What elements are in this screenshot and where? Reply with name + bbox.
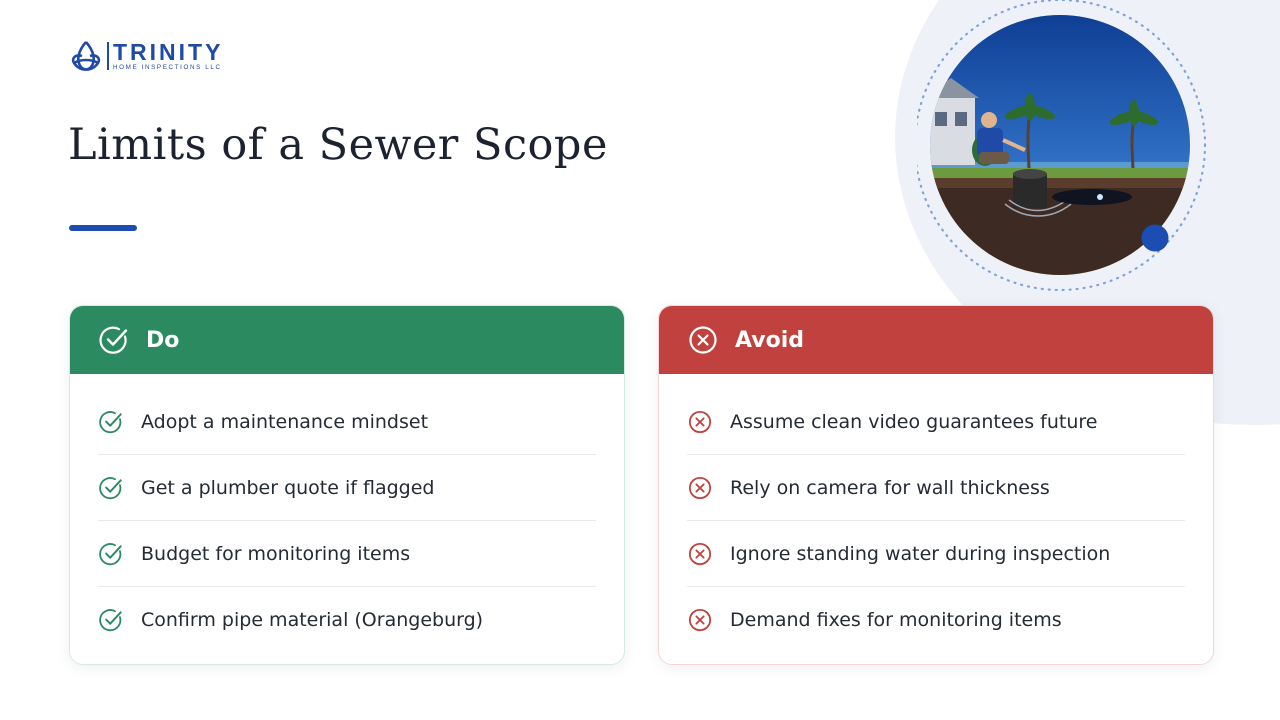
trinity-knot-icon xyxy=(68,39,104,73)
do-card xyxy=(69,305,625,665)
do-item-text: Budget for monitoring items xyxy=(141,542,411,565)
avoid-item-text: Rely on camera for wall thickness xyxy=(730,476,1050,499)
page-title: Limits of a Sewer Scope xyxy=(68,120,608,170)
avoid-item-text: Demand fixes for monitoring items xyxy=(730,608,1062,631)
check-circle-icon xyxy=(98,475,124,501)
list-item xyxy=(687,389,1185,455)
check-circle-icon xyxy=(98,324,130,356)
logo-tagline: HOME INSPECTIONS LLC xyxy=(113,63,222,71)
do-item-text: Adopt a maintenance mindset xyxy=(141,410,429,433)
list-item xyxy=(98,455,596,521)
avoid-list xyxy=(659,389,1213,652)
avoid-item-text: Ignore standing water during inspection xyxy=(730,542,1111,565)
x-circle-icon xyxy=(687,409,713,435)
title-underline xyxy=(69,225,137,231)
x-circle-icon xyxy=(687,475,713,501)
avoid-card-title: Avoid xyxy=(735,327,804,353)
do-item-text: Get a plumber quote if flagged xyxy=(141,476,435,499)
do-card-title: Do xyxy=(146,327,180,353)
x-circle-icon xyxy=(687,607,713,633)
x-circle-icon xyxy=(687,541,713,567)
check-circle-icon xyxy=(98,541,124,567)
x-circle-icon xyxy=(687,324,719,356)
check-circle-icon xyxy=(98,607,124,633)
list-item xyxy=(687,521,1185,587)
avoid-card-header xyxy=(659,306,1213,374)
list-item xyxy=(98,587,596,652)
list-item xyxy=(98,389,596,455)
do-list xyxy=(70,389,624,652)
list-item xyxy=(687,587,1185,652)
do-card-header xyxy=(70,306,624,374)
check-circle-icon xyxy=(98,409,124,435)
logo-divider xyxy=(107,42,109,70)
list-item xyxy=(687,455,1185,521)
sewer-scope-illustration xyxy=(917,0,1211,294)
logo-wordmark: TRINITY xyxy=(113,38,224,65)
list-item xyxy=(98,521,596,587)
company-logo xyxy=(68,38,223,74)
avoid-card xyxy=(658,305,1214,665)
do-item-text: Confirm pipe material (Orangeburg) xyxy=(141,608,484,631)
avoid-item-text: Assume clean video guarantees future xyxy=(730,410,1098,433)
